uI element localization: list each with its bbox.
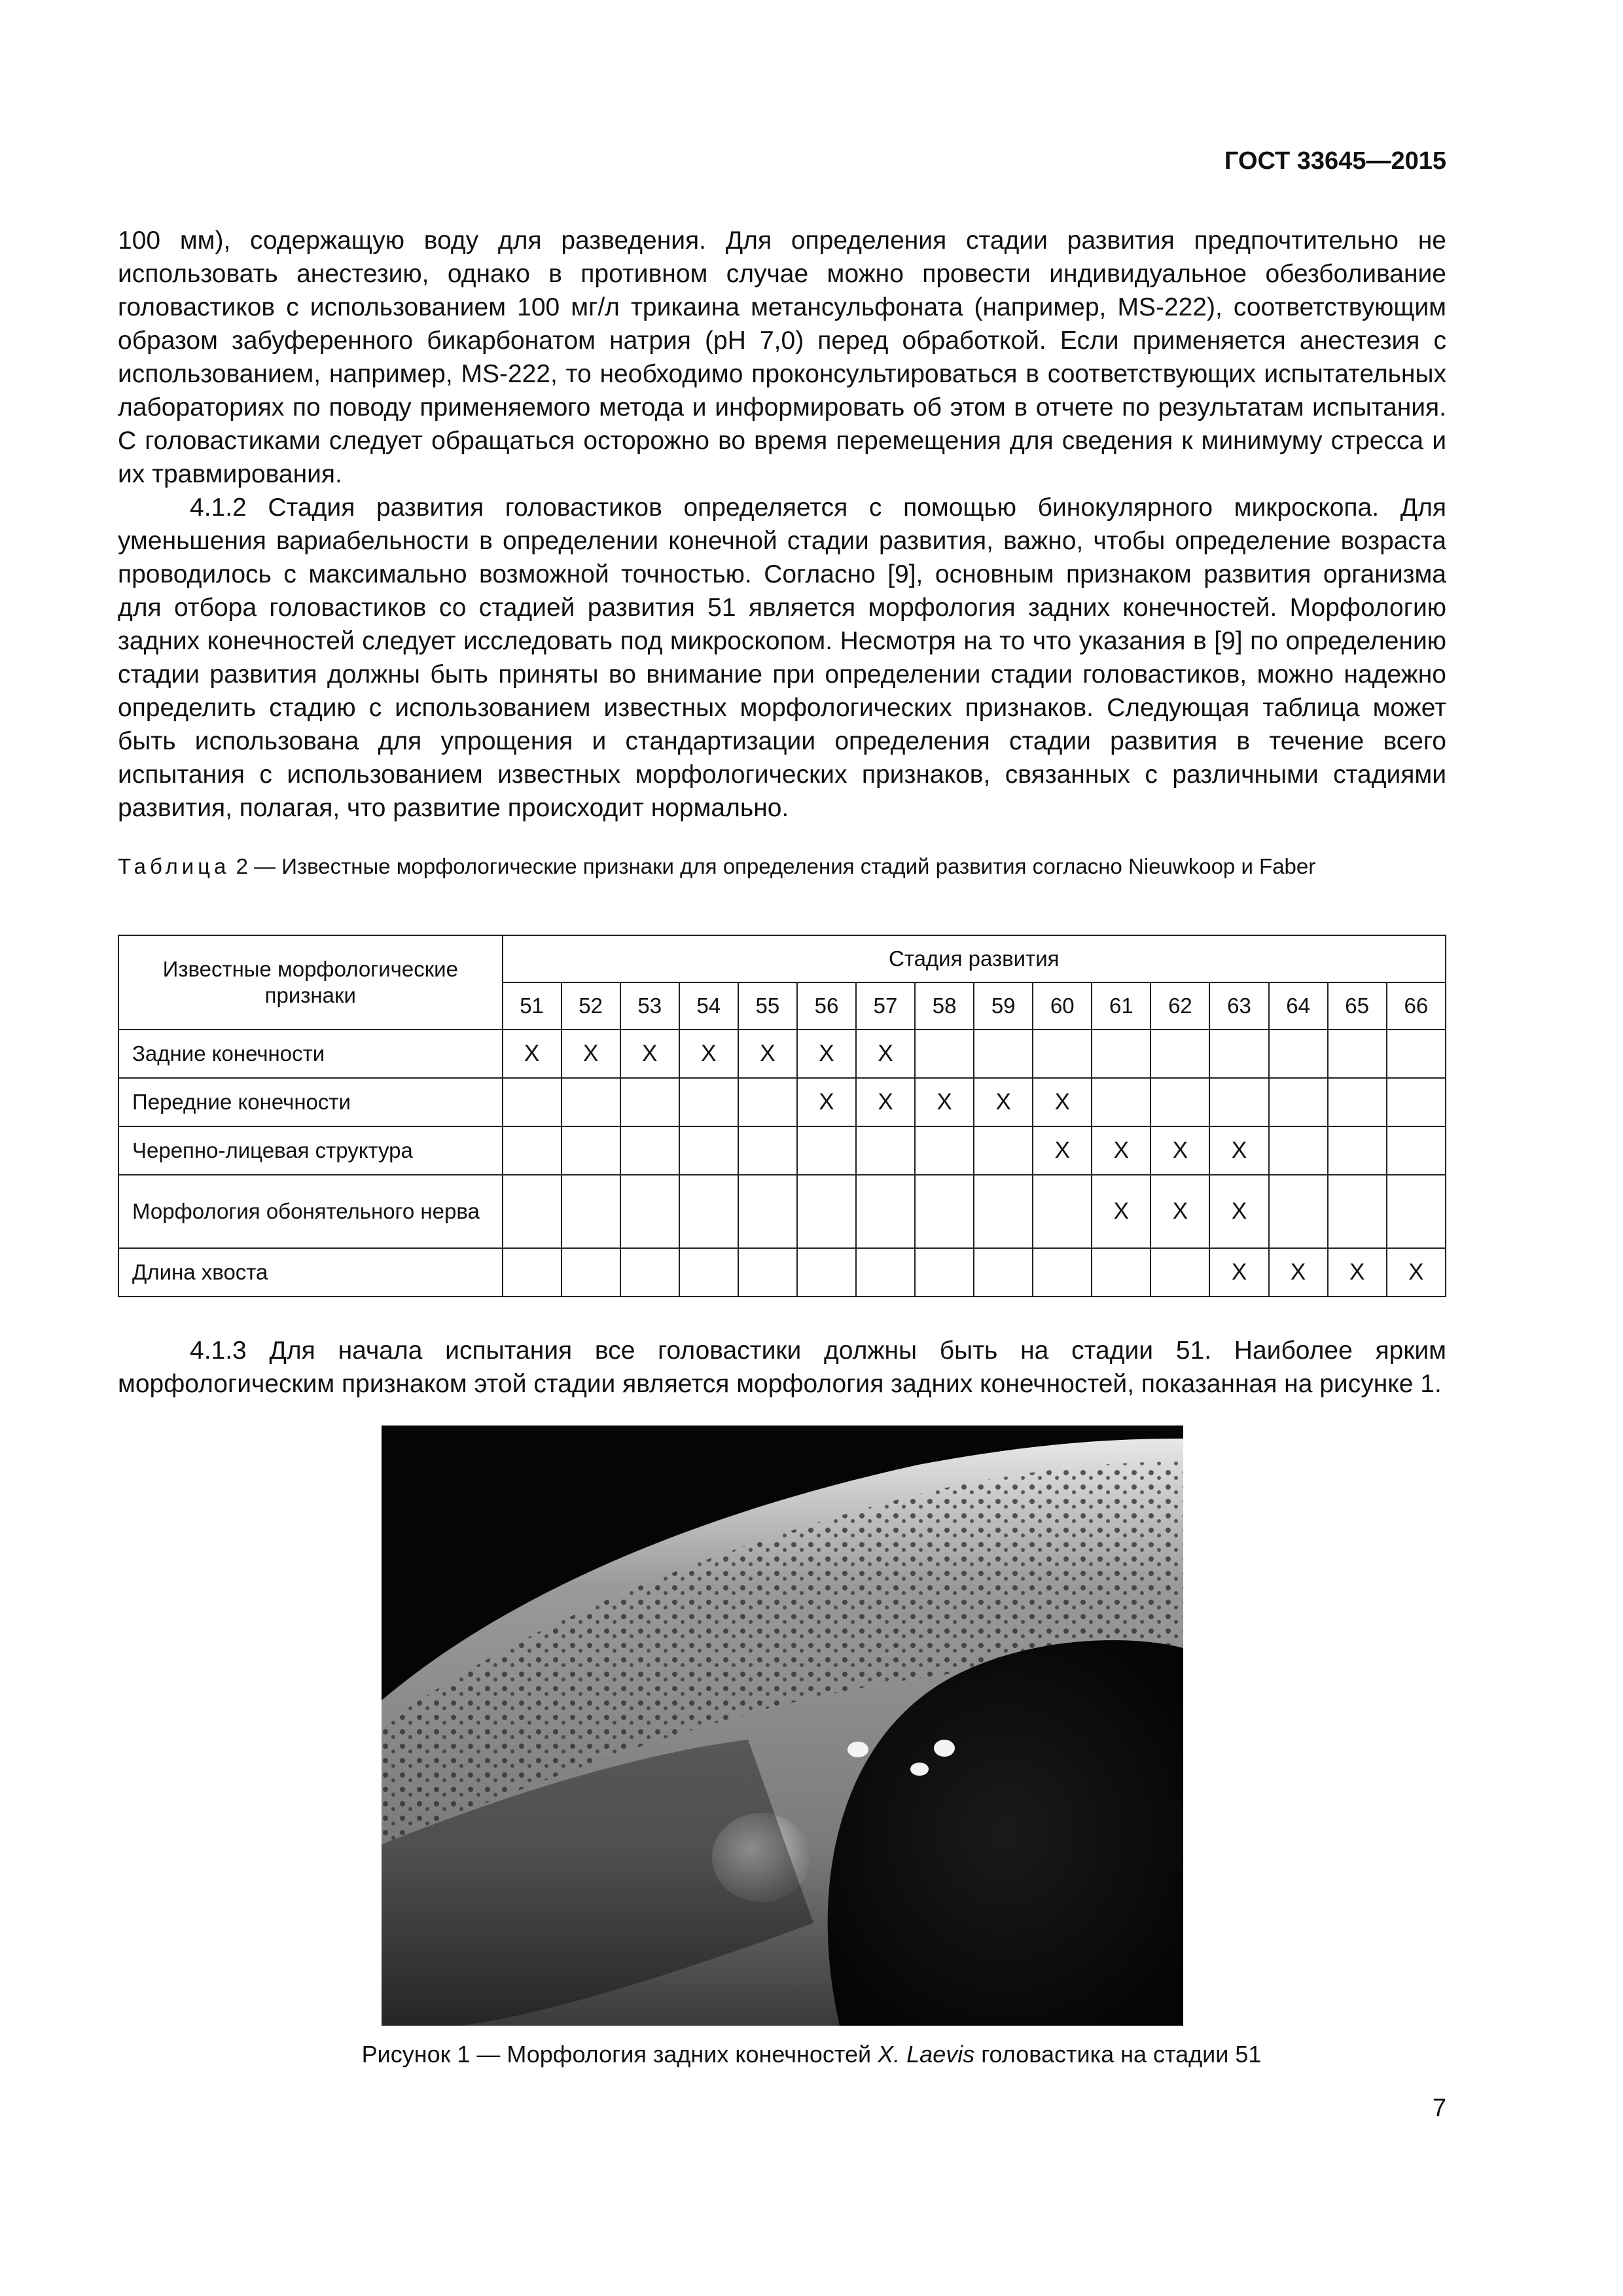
table-stage-header: 57 <box>856 982 915 1030</box>
table-mark-cell <box>1387 1078 1446 1126</box>
document-header: ГОСТ 33645—2015 <box>1224 147 1446 175</box>
figure-caption-species: X. Laevis <box>878 2041 975 2068</box>
table-feature-cell: Задние конечности <box>118 1030 503 1078</box>
table-mark-cell <box>974 1030 1033 1078</box>
table-mark-cell <box>1328 1078 1387 1126</box>
table-mark-cell: X <box>562 1030 620 1078</box>
table-mark-cell <box>1150 1248 1209 1297</box>
table-mark-cell: X <box>679 1030 738 1078</box>
stages-table <box>118 935 1446 1297</box>
table-mark-cell: X <box>503 1030 562 1078</box>
table-mark-cell: X <box>1150 1126 1209 1175</box>
table-caption-label: Таблица <box>118 854 230 878</box>
table-mark-cell <box>503 1175 562 1248</box>
table-mark-cell <box>620 1248 679 1297</box>
table-stage-header: 63 <box>1209 982 1268 1030</box>
table-mark-cell <box>503 1078 562 1126</box>
figure-caption-prefix: Рисунок 1 — Морфология задних конечностей <box>361 2041 878 2068</box>
table-mark-cell: X <box>1092 1175 1150 1248</box>
table-stage-header: 51 <box>503 982 562 1030</box>
table-feature-cell: Длина хвоста <box>118 1248 503 1297</box>
table-mark-cell <box>620 1078 679 1126</box>
table-stage-group-header: Стадия развития <box>503 935 1446 982</box>
table-mark-cell: X <box>1209 1126 1268 1175</box>
table-stage-header: 55 <box>738 982 797 1030</box>
table-stage-header: 52 <box>562 982 620 1030</box>
table-mark-cell <box>738 1126 797 1175</box>
table-mark-cell <box>562 1248 620 1297</box>
table-mark-cell <box>797 1248 856 1297</box>
table-mark-cell <box>1387 1030 1446 1078</box>
table-mark-cell <box>679 1078 738 1126</box>
table-row <box>118 1078 1446 1126</box>
table-row <box>118 1126 1446 1175</box>
table-mark-cell: X <box>1150 1175 1209 1248</box>
table-mark-cell <box>974 1248 1033 1297</box>
table-mark-cell: X <box>1387 1248 1446 1297</box>
table-mark-cell <box>503 1126 562 1175</box>
table-feature-header: Известные морфологические признаки <box>118 935 503 1030</box>
table-stage-header: 59 <box>974 982 1033 1030</box>
table-mark-cell <box>856 1175 915 1248</box>
table-caption-text: 2 — Известные морфологические признаки для определения стадий развития согласно Nieuwkoop и Faber <box>236 854 1316 878</box>
table-mark-cell <box>1033 1248 1092 1297</box>
table-mark-cell <box>738 1248 797 1297</box>
table-mark-cell <box>915 1248 974 1297</box>
table-mark-cell <box>562 1078 620 1126</box>
table-mark-cell <box>1209 1030 1268 1078</box>
table-mark-cell <box>1269 1126 1328 1175</box>
table-mark-cell <box>1092 1248 1150 1297</box>
table-mark-cell: X <box>915 1078 974 1126</box>
table-mark-cell: X <box>1209 1175 1268 1248</box>
table-stage-header: 65 <box>1328 982 1387 1030</box>
table-mark-cell <box>503 1248 562 1297</box>
table-mark-cell: X <box>1209 1248 1268 1297</box>
tadpole-hindlimb-photo <box>382 1426 1183 2026</box>
table-mark-cell: X <box>797 1030 856 1078</box>
table-mark-cell <box>1387 1175 1446 1248</box>
table-mark-cell <box>1150 1030 1209 1078</box>
table-mark-cell <box>679 1126 738 1175</box>
table-mark-cell: X <box>856 1078 915 1126</box>
table-stage-header: 64 <box>1269 982 1328 1030</box>
table-mark-cell <box>797 1126 856 1175</box>
table-mark-cell <box>562 1175 620 1248</box>
table-mark-cell: X <box>1033 1078 1092 1126</box>
table-mark-cell <box>1092 1078 1150 1126</box>
table-mark-cell <box>1033 1175 1092 1248</box>
table-mark-cell <box>1328 1175 1387 1248</box>
table-mark-cell <box>915 1126 974 1175</box>
table-stage-header: 61 <box>1092 982 1150 1030</box>
table-mark-cell: X <box>738 1030 797 1078</box>
table-caption <box>118 852 1446 880</box>
table-mark-cell <box>797 1175 856 1248</box>
table-stage-header: 58 <box>915 982 974 1030</box>
table-mark-cell <box>620 1175 679 1248</box>
table-mark-cell: X <box>1269 1248 1328 1297</box>
table-mark-cell <box>915 1175 974 1248</box>
paragraph-4-1-3-text: 4.1.3 Для начала испытания все головастики должны быть на стадии 51. Наиболее ярким морфологическим признаком этой стадии является морфология задних конечностей, показанная на рисунке 1. <box>118 1336 1446 1398</box>
table-stage-header: 60 <box>1033 982 1092 1030</box>
table-mark-cell: X <box>856 1030 915 1078</box>
table-row <box>118 1248 1446 1297</box>
figure-caption <box>0 2041 1623 2068</box>
table-mark-cell <box>974 1126 1033 1175</box>
paragraph-4-1-3 <box>118 1334 1446 1401</box>
table-mark-cell: X <box>974 1078 1033 1126</box>
table-mark-cell <box>856 1126 915 1175</box>
table-mark-cell <box>679 1248 738 1297</box>
page-number: 7 <box>1432 2094 1446 2122</box>
table-mark-cell <box>738 1078 797 1126</box>
table-body <box>118 1030 1446 1297</box>
table-mark-cell <box>562 1126 620 1175</box>
table-stage-header: 54 <box>679 982 738 1030</box>
table-mark-cell: X <box>797 1078 856 1126</box>
table-feature-cell: Морфология обонятельного нерва <box>118 1175 503 1248</box>
table-feature-cell: Черепно-лицевая структура <box>118 1126 503 1175</box>
table-feature-cell: Передние конечности <box>118 1078 503 1126</box>
table-stage-header: 62 <box>1150 982 1209 1030</box>
paragraph-4-1-2-text: 4.1.2 Стадия развития головастиков определяется с помощью бинокулярного микроскопа. Для уменьшения вариабельности в определении конечной стадии развития, важно, чтобы определение возраста проводилось с максимально возможной точностью. Согласно [9], основным признаком развития организма для отбора головастиков со стадией развития 51 является морфология задних конечностей. Морфологию задних конечностей следует исследовать под микроскопом. Несмотря на то что указания в [9] по определению стадии развития должны быть приняты во внимание при определении стадии головастиков, можно надежно определить стадию с использованием известных морфологических признаков. Следующая таблица может быть использована для упрощения и стандартизации определения стадии развития в течение всего испытания с использованием известных морфологических признаков, связанных с различными стадиями развития, полагая, что развитие происходит нормально. <box>118 493 1446 822</box>
table-mark-cell: X <box>620 1030 679 1078</box>
table-mark-cell <box>1150 1078 1209 1126</box>
paragraph-4-1-2 <box>118 491 1446 825</box>
paragraph-intro: 100 мм), содержащую воду для разведения. Для определения стадии развития предпочтительно не использовать анестезию, однако в противном случае можно провести индивидуальное обезболивание головастиков с использованием 100 мг/л трикаина метансульфоната (например, MS-222), соответствующим образом забуференного бикарбонатом натрия (pH 7,0) перед обработкой. Если применяется анестезия с использованием, например, MS-222, то необходимо проконсультироваться в соответствующих испытательных лабораториях по поводу применяемого метода и информировать об этом в отчете по результатам испытания. С головастиками следует обращаться осторожно во время перемещения для сведения к минимуму стресса и их травмирования. <box>118 226 1446 488</box>
table-mark-cell <box>1328 1126 1387 1175</box>
figure-caption-suffix: головастика на стадии 51 <box>974 2041 1262 2068</box>
table-row <box>118 1175 1446 1248</box>
table-mark-cell <box>1269 1078 1328 1126</box>
table-mark-cell: X <box>1328 1248 1387 1297</box>
table-mark-cell: X <box>1092 1126 1150 1175</box>
table-mark-cell <box>1328 1030 1387 1078</box>
table-mark-cell <box>915 1030 974 1078</box>
table-mark-cell: X <box>1033 1126 1092 1175</box>
table-stage-header: 53 <box>620 982 679 1030</box>
table-mark-cell <box>1092 1030 1150 1078</box>
table-mark-cell <box>1033 1030 1092 1078</box>
table-mark-cell <box>679 1175 738 1248</box>
table-mark-cell <box>1269 1175 1328 1248</box>
table-mark-cell <box>1269 1030 1328 1078</box>
table-row <box>118 1030 1446 1078</box>
table-mark-cell <box>738 1175 797 1248</box>
table-mark-cell <box>620 1126 679 1175</box>
table-mark-cell <box>974 1175 1033 1248</box>
table-mark-cell <box>1387 1126 1446 1175</box>
table-mark-cell <box>1209 1078 1268 1126</box>
table-stage-header: 56 <box>797 982 856 1030</box>
table-mark-cell <box>856 1248 915 1297</box>
table-stage-header: 66 <box>1387 982 1446 1030</box>
